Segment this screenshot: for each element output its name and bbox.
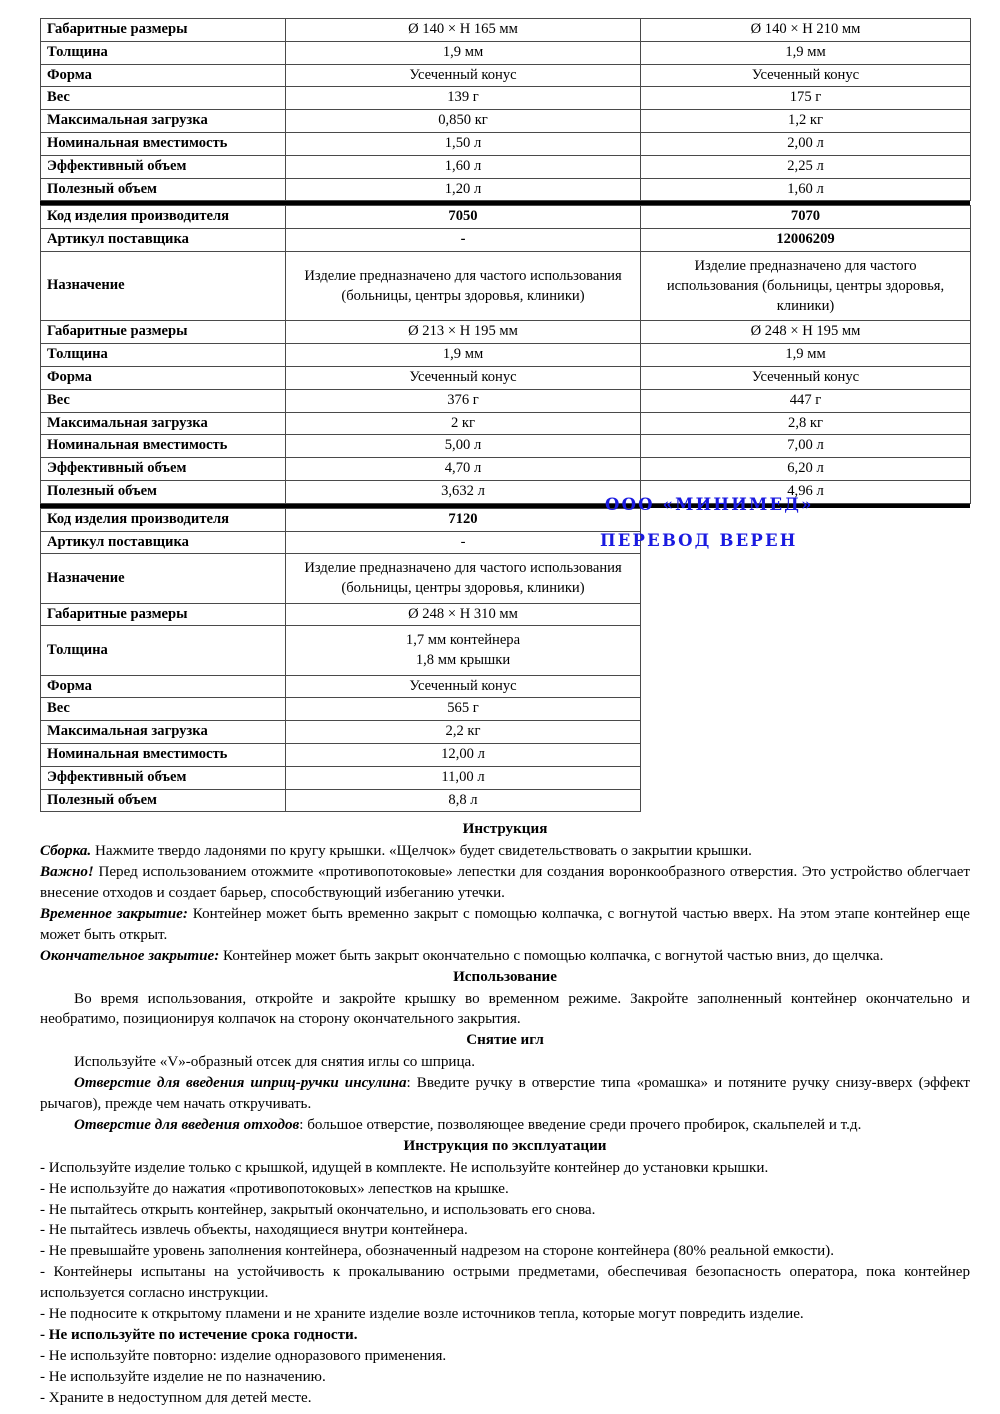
- stamp-certification-text: ПЕРЕВОД ВЕРЕН: [600, 531, 798, 550]
- row-value: Изделие предназначено для частого использования (больницы, центры здоровья, клиники): [286, 554, 641, 603]
- row-value-code: 7120: [286, 508, 641, 531]
- instruction-paragraph-4-lead: Окончательное закрытие:: [40, 947, 220, 964]
- row-label: Максимальная загрузка: [41, 721, 286, 744]
- row-label: Форма: [41, 675, 286, 698]
- row-label: Назначение: [41, 251, 286, 320]
- table-row: [41, 789, 641, 812]
- instruction-paragraph-2: Важно! Перед использованием отожмите «противопотоковые» лепестки для создания воронкообразного отверстия. Это устройство облегчает внесение отходов и создает барьер, способствующий избеганию утечки.: [40, 864, 970, 902]
- spec-table-block-3-body: [41, 508, 641, 812]
- row-label: Максимальная загрузка: [41, 412, 286, 435]
- table-row: [41, 626, 641, 675]
- table-row: [41, 110, 971, 133]
- row-value: Усеченный конус: [641, 366, 971, 389]
- table-row: [41, 87, 971, 110]
- table-row: [41, 229, 971, 252]
- row-label: Номинальная вместимость: [41, 435, 286, 458]
- row-label: Артикул поставщика: [41, 229, 286, 252]
- operating-instruction-item: - Используйте изделие только с крышкой, идущей в комплекте. Не используйте контейнер до установки крышки.: [40, 1159, 769, 1176]
- row-value: 2,25 л: [641, 155, 971, 178]
- instruction-paragraph-4: Окончательное закрытие: Контейнер может быть закрыт окончательно с помощью колпачка, с вогнутой частью вниз, до щелчка.: [40, 947, 884, 964]
- table-row: [41, 744, 641, 767]
- table-row: [41, 603, 641, 626]
- row-value-code: 12006209: [641, 229, 971, 252]
- table-row: [41, 554, 641, 603]
- row-value: 4,70 л: [286, 458, 641, 481]
- row-value: 2 кг: [286, 412, 641, 435]
- instruction-paragraph-1: Сборка. Нажмите твердо ладонями по кругу крышки. «Щелчок» будет свидетельствовать о закрытии крышки.: [40, 843, 752, 860]
- row-value: Изделие предназначено для частого использования (больницы, центры здоровья, клиники): [641, 251, 971, 320]
- needle-paragraph-2: Отверстие для введения шприц-ручки инсулина: Введите ручку в отверстие типа «ромашка» и потяните ручку снизу-вверх (эффект рычагов), прежде чем начать откручивать.: [40, 1075, 970, 1113]
- row-value: Ø 140 × H 210 мм: [641, 19, 971, 42]
- needle-paragraph-1: Используйте «V»-образный отсек для снятия иглы со шприца.: [74, 1054, 476, 1071]
- table-row: [41, 698, 641, 721]
- operating-instruction-item: - Храните в недоступном для детей месте.: [40, 1389, 312, 1406]
- table-row: [41, 721, 641, 744]
- table-row: [41, 508, 641, 531]
- operating-instruction-item: - Не превышайте уровень заполнения контейнера, обозначенный надрезом на стороне контейнера (80% реальной емкости).: [40, 1243, 834, 1260]
- table-row: [41, 321, 971, 344]
- row-label: Артикул поставщика: [41, 531, 286, 554]
- row-label: Эффективный объем: [41, 766, 286, 789]
- row-value: 376 г: [286, 389, 641, 412]
- row-value: 0,850 кг: [286, 110, 641, 133]
- row-value: 175 г: [641, 87, 971, 110]
- usage-paragraphs: [40, 989, 970, 1031]
- row-label: Толщина: [41, 344, 286, 367]
- row-label: Форма: [41, 64, 286, 87]
- operating-instruction-item: - Не используйте изделие не по назначению.: [40, 1368, 326, 1385]
- row-value: 1,9 мм: [641, 41, 971, 64]
- row-label: Назначение: [41, 554, 286, 603]
- row-value: 3,632 л: [286, 480, 641, 503]
- row-value-code: -: [286, 229, 641, 252]
- table-row: [41, 412, 971, 435]
- row-label: Полезный объем: [41, 480, 286, 503]
- row-label: Полезный объем: [41, 178, 286, 201]
- row-label: Эффективный объем: [41, 458, 286, 481]
- instruction-paragraph-3-lead: Временное закрытие:: [40, 905, 188, 922]
- row-value: Изделие предназначено для частого использования (больницы, центры здоровья, клиники): [286, 251, 641, 320]
- instructions-prose: [40, 820, 970, 1408]
- row-value: Усеченный конус: [641, 64, 971, 87]
- table-row: [41, 435, 971, 458]
- row-label: Эффективный объем: [41, 155, 286, 178]
- table-row: [41, 19, 971, 42]
- row-label: Толщина: [41, 626, 286, 675]
- table-row: [41, 458, 971, 481]
- instruction-paragraphs: [40, 841, 970, 966]
- table-row: [41, 389, 971, 412]
- row-value: -: [286, 531, 641, 554]
- table-row: [41, 206, 971, 229]
- row-value: Усеченный конус: [286, 366, 641, 389]
- operating-instruction-item: - Не используйте повторно: изделие одноразового применения.: [40, 1347, 447, 1364]
- row-value: 8,8 л: [286, 789, 641, 812]
- table-row: [41, 64, 971, 87]
- row-value: 139 г: [286, 87, 641, 110]
- needle-paragraph-3: Отверстие для введения отходов: большое отверстие, позволяющее введение среди прочего пробирок, скальпелей и т.д.: [74, 1116, 862, 1133]
- row-value: 447 г: [641, 389, 971, 412]
- document-page: [40, 18, 970, 1408]
- row-label: Габаритные размеры: [41, 603, 286, 626]
- usage-paragraph-1: Во время использования, откройте и закройте крышку во временном режиме. Закройте заполненный контейнер окончательно и необратимо, позиционируя колпачок на сторону окончательного закрытия.: [40, 990, 970, 1028]
- row-value: 1,2 кг: [641, 110, 971, 133]
- row-label: Габаритные размеры: [41, 19, 286, 42]
- row-value: 565 г: [286, 698, 641, 721]
- row-value: 6,20 л: [641, 458, 971, 481]
- row-value: 1,60 л: [286, 155, 641, 178]
- row-label: Код изделия производителя: [41, 508, 286, 531]
- row-value: 11,00 л: [286, 766, 641, 789]
- instruction-paragraph-1-lead: Сборка.: [40, 843, 92, 860]
- row-value: 1,20 л: [286, 178, 641, 201]
- operating-instruction-item: - Контейнеры испытаны на устойчивость к прокалыванию острыми предметами, обеспечивая безопасность оператора, пока контейнер используется согласно инструкции.: [40, 1264, 970, 1302]
- heading-operating-instructions: Инструкция по эксплуатации: [403, 1137, 607, 1154]
- row-value: 1,9 мм: [286, 41, 641, 64]
- row-label: Полезный объем: [41, 789, 286, 812]
- row-value: 5,00 л: [286, 435, 641, 458]
- row-value: 2,8 кг: [641, 412, 971, 435]
- spec-table-block-2: [40, 205, 971, 503]
- instruction-paragraph-3: Временное закрытие: Контейнер может быть временно закрыт с помощью колпачка, с вогнутой частью вверх. На этом этапе контейнер еще может быть открыт.: [40, 905, 970, 943]
- spec-table-block-1: [40, 18, 971, 201]
- stamp-company-name: ООО «МИНИМЕД»: [605, 495, 814, 514]
- row-value: 1,7 мм контейнера 1,8 мм крышки: [286, 626, 641, 675]
- row-value: Ø 248 × H 195 мм: [641, 321, 971, 344]
- row-label: Вес: [41, 389, 286, 412]
- row-label: Максимальная загрузка: [41, 110, 286, 133]
- table-row: [41, 366, 971, 389]
- row-value: 12,00 л: [286, 744, 641, 767]
- row-value: Ø 213 × H 195 мм: [286, 321, 641, 344]
- heading-needle-removal: Снятие игл: [466, 1032, 544, 1049]
- table-row: [41, 675, 641, 698]
- table-row: [41, 132, 971, 155]
- row-label: Вес: [41, 698, 286, 721]
- table-row: [41, 251, 971, 320]
- operating-instruction-item: - Не пытайтесь извлечь объекты, находящиеся внутри контейнера.: [40, 1222, 468, 1239]
- row-value: 2,00 л: [641, 132, 971, 155]
- row-label: Габаритные размеры: [41, 321, 286, 344]
- spec-table-block-2-body: [41, 206, 971, 503]
- needle-removal-paragraphs: [40, 1052, 970, 1136]
- row-label: Форма: [41, 366, 286, 389]
- row-value: Усеченный конус: [286, 675, 641, 698]
- operating-instruction-item: - Не используйте до нажатия «противопотоковых» лепестков на крышке.: [40, 1180, 509, 1197]
- row-label: Номинальная вместимость: [41, 744, 286, 767]
- row-value: 1,9 мм: [286, 344, 641, 367]
- operating-instruction-item: - Не используйте по истечение срока годности.: [40, 1326, 358, 1343]
- row-value: 1,50 л: [286, 132, 641, 155]
- table-row: [41, 766, 641, 789]
- operating-instruction-item: - Не подносите к открытому пламени и не храните изделие возле источников тепла, которые могут повредить изделие.: [40, 1306, 804, 1322]
- table-row: [41, 41, 971, 64]
- heading-usage: Использование: [453, 968, 557, 985]
- row-value: 1,9 мм: [641, 344, 971, 367]
- table-row: [41, 155, 971, 178]
- row-value-code: 7050: [286, 206, 641, 229]
- row-value: Ø 140 × H 165 мм: [286, 19, 641, 42]
- operating-instruction-item: - Не пытайтесь открыть контейнер, закрытый окончательно, и использовать его снова.: [40, 1201, 596, 1218]
- row-label: Толщина: [41, 41, 286, 64]
- needle-paragraph-2-lead: Отверстие для введения шприц-ручки инсулина: [74, 1075, 407, 1092]
- table-row: [41, 344, 971, 367]
- table-row: [41, 480, 971, 503]
- row-value: 7,00 л: [641, 435, 971, 458]
- row-value-code: 7070: [641, 206, 971, 229]
- heading-instruction: Инструкция: [462, 821, 548, 838]
- table-row: [41, 531, 641, 554]
- row-value: 2,2 кг: [286, 721, 641, 744]
- spec-table-block-1-body: [41, 19, 971, 201]
- table-row: [41, 178, 971, 201]
- operating-instructions-list: [40, 1158, 970, 1409]
- row-value: 4,96 л: [641, 480, 971, 503]
- instruction-paragraph-2-lead: Важно!: [40, 864, 94, 881]
- spec-table-block-3: [40, 508, 641, 813]
- row-label: Номинальная вместимость: [41, 132, 286, 155]
- row-value: Ø 248 × H 310 мм: [286, 603, 641, 626]
- needle-paragraph-3-lead: Отверстие для введения отходов: [74, 1116, 300, 1133]
- row-label: Вес: [41, 87, 286, 110]
- row-value: 1,60 л: [641, 178, 971, 201]
- row-label: Код изделия производителя: [41, 206, 286, 229]
- row-value: Усеченный конус: [286, 64, 641, 87]
